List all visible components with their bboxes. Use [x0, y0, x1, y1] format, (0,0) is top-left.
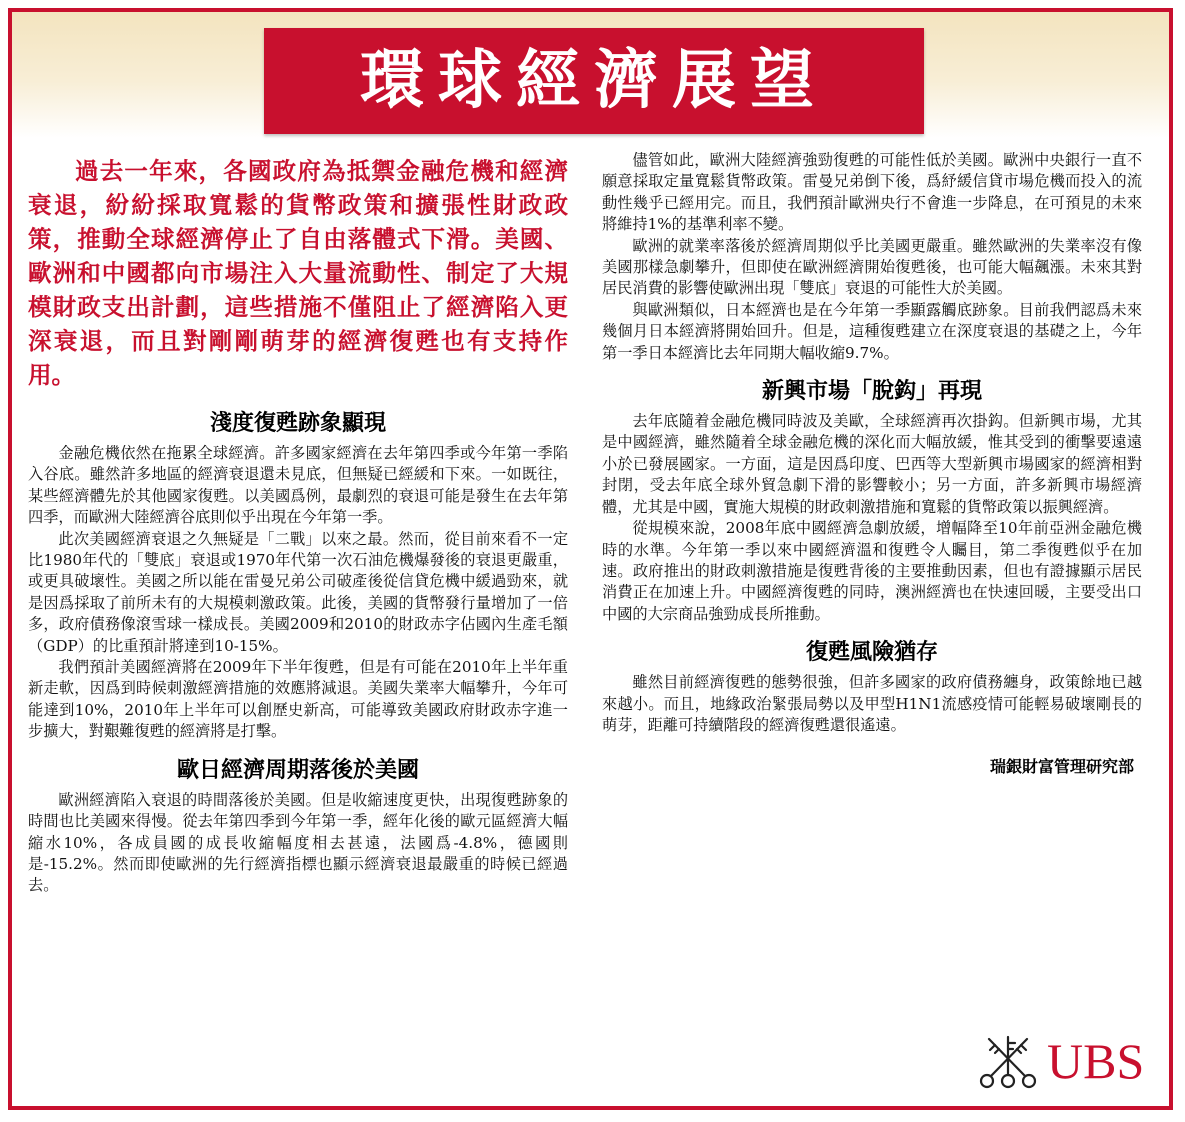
body-paragraph: 此次美國經濟衰退之久無疑是「二戰」以來之最。然而，從目前來看不一定比1980年代的「雙底」衰退或1970年代第一次石油危機爆發後的衰退更嚴重，或更具破壞性。美國之所以能在雷曼兄弟公司破產後從信貸危機中緩過勁來，就是因爲採取了前所未有的大規模刺激政策。此後，美國的貨幣發行量增加了一倍多，政府債務像滾雪球一樣成長。美國2009和2010的財政赤字佔國內生產毛額（GDP）的比重預計將達到10-15%。	[28, 529, 568, 655]
lead-paragraph: 過去一年來，各國政府為抵禦金融危機和經濟衰退，紛紛採取寬鬆的貨幣政策和擴張性財政政策，推動全球經濟停止了自由落體式下滑。美國、歐洲和中國都向市場注入大量流動性、制定了大規模財政支出計劃，這些措施不僅阻止了經濟陷入更深衰退，而且對剛剛萌芽的經濟復甦也有支持作用。	[28, 157, 568, 389]
ubs-keys-icon	[975, 1031, 1041, 1091]
body-paragraph: 我們預計美國經濟將在2009年下半年復甦，但是有可能在2010年上半年重新走軟，因爲到時候刺激經濟措施的效應將減退。美國失業率大幅攀升，今年可能達到10%，2010年上半年可以創歷史新高，可能導致美國政府財政赤字進一步擴大，對艱難復甦的經濟將是打擊。	[28, 658, 568, 741]
section-heading: 新興市場「脫鈎」再現	[761, 379, 982, 405]
right-column	[602, 150, 1142, 783]
section-heading: 淺度復甦跡象顯現	[209, 411, 386, 436]
page-title: 環球經濟展望	[360, 43, 828, 118]
body-paragraph: 雖然目前經濟復甦的態勢很強，但許多國家的政府債務纏身，政策餘地已越來越小。而且，地緣政治緊張局勢以及甲型H1N1流感疫情可能輕易破壞剛長的萌芽，距離可持續階段的經濟復甦還很遙遠。	[602, 673, 1142, 734]
left-column	[28, 150, 568, 897]
body-paragraph: 去年底隨着金融危機同時波及美歐，全球經濟再次掛鈎。但新興市場，尤其是中國經濟，雖然隨着全球金融危機的深化而大幅放緩，惟其受到的衝擊要遠遠小於已發展國家。一方面，這是因爲印度、巴西等大型新興市場國家的經濟相對封閉，受去年底全球外貿急劇下滑的影響較小；另一方面，許多新興市場經濟體，尤其是中國，實施大規模的財政刺激措施和寬鬆的貨幣政策以振興經濟。	[602, 412, 1142, 516]
left-sections	[28, 406, 568, 897]
section-heading: 歐日經濟周期落後於美國	[176, 757, 419, 783]
title-banner	[264, 28, 924, 134]
body-paragraph: 儘管如此，歐洲大陸經濟強勁復甦的可能性低於美國。歐洲中央銀行一直不願意採取定量寬鬆貨幣政策。雷曼兄弟倒下後，爲紓緩信貸市場危機而投入的流動性幾乎已經用完。而且，我們預計歐洲央行不會進一步降息，在可預見的未來將維持1%的基準利率不變。	[602, 151, 1142, 234]
body-paragraph: 歐洲經濟陷入衰退的時間落後於美國。但是收縮速度更快，出現復甦跡象的時間也比美國來得慢。從去年第四季到今年第一季，經年化後的歐元區經濟大幅縮水10%，各成員國的成長收縮幅度相去甚遠，法國爲-4.8%，德國則是-15.2%。然而即使歐洲的先行經濟指標也顯示經濟衰退最嚴重的時候已經過去。	[28, 790, 568, 895]
body-paragraph: 金融危機依然在拖累全球經濟。許多國家經濟在去年第四季或今年第一季陷入谷底。雖然許多地區的經濟衰退還未見底，但無疑已經緩和下來。一如既往，某些經濟體先於其他國家復甦。以美國爲例，最劇烈的衰退可能是發生在去年第四季，而歐洲大陸經濟谷底則似乎出現在今年第一季。	[28, 444, 568, 527]
body-paragraph: 歐洲的就業率落後於經濟周期似乎比美國更嚴重。雖然歐洲的失業率沒有像美國那樣急劇攀升，但即使在歐洲經濟開始復甦後，也可能大幅飆漲。未來其對居民消費的影響使歐洲出現「雙底」衰退的可能性大於美國。	[602, 236, 1142, 298]
ubs-logo-text: UBS	[1047, 1033, 1145, 1089]
right-sections	[602, 150, 1142, 736]
section-heading: 復甦風險猶存	[805, 640, 938, 666]
body-paragraph: 與歐洲類似，日本經濟也是在今年第一季顯露觸底跡象。目前我們認爲未來幾個月日本經濟將開始回升。但是，這種復甦建立在深度衰退的基礎之上，今年第一季日本經濟比去年同期大幅收縮9.7%。	[602, 300, 1142, 362]
header-band	[12, 12, 1169, 138]
author-signature: 瑞銀財富管理研究部	[989, 757, 1134, 777]
body-paragraph: 從規模來說，2008年底中國經濟急劇放緩，增幅降至10年前亞洲金融危機時的水準。今年第一季以來中國經濟溫和復甦令人矚目，第二季復甦似乎在加速。政府推出的財政刺激措施是復甦背後的主要推動因素，但也有證據顯示居民消費正在加速上升。中國經濟復甦的同時，澳洲經濟也在快速回暖，主要受出口中國的大宗商品強勁成長所推動。	[602, 519, 1142, 623]
ubs-logo	[975, 1030, 1145, 1092]
